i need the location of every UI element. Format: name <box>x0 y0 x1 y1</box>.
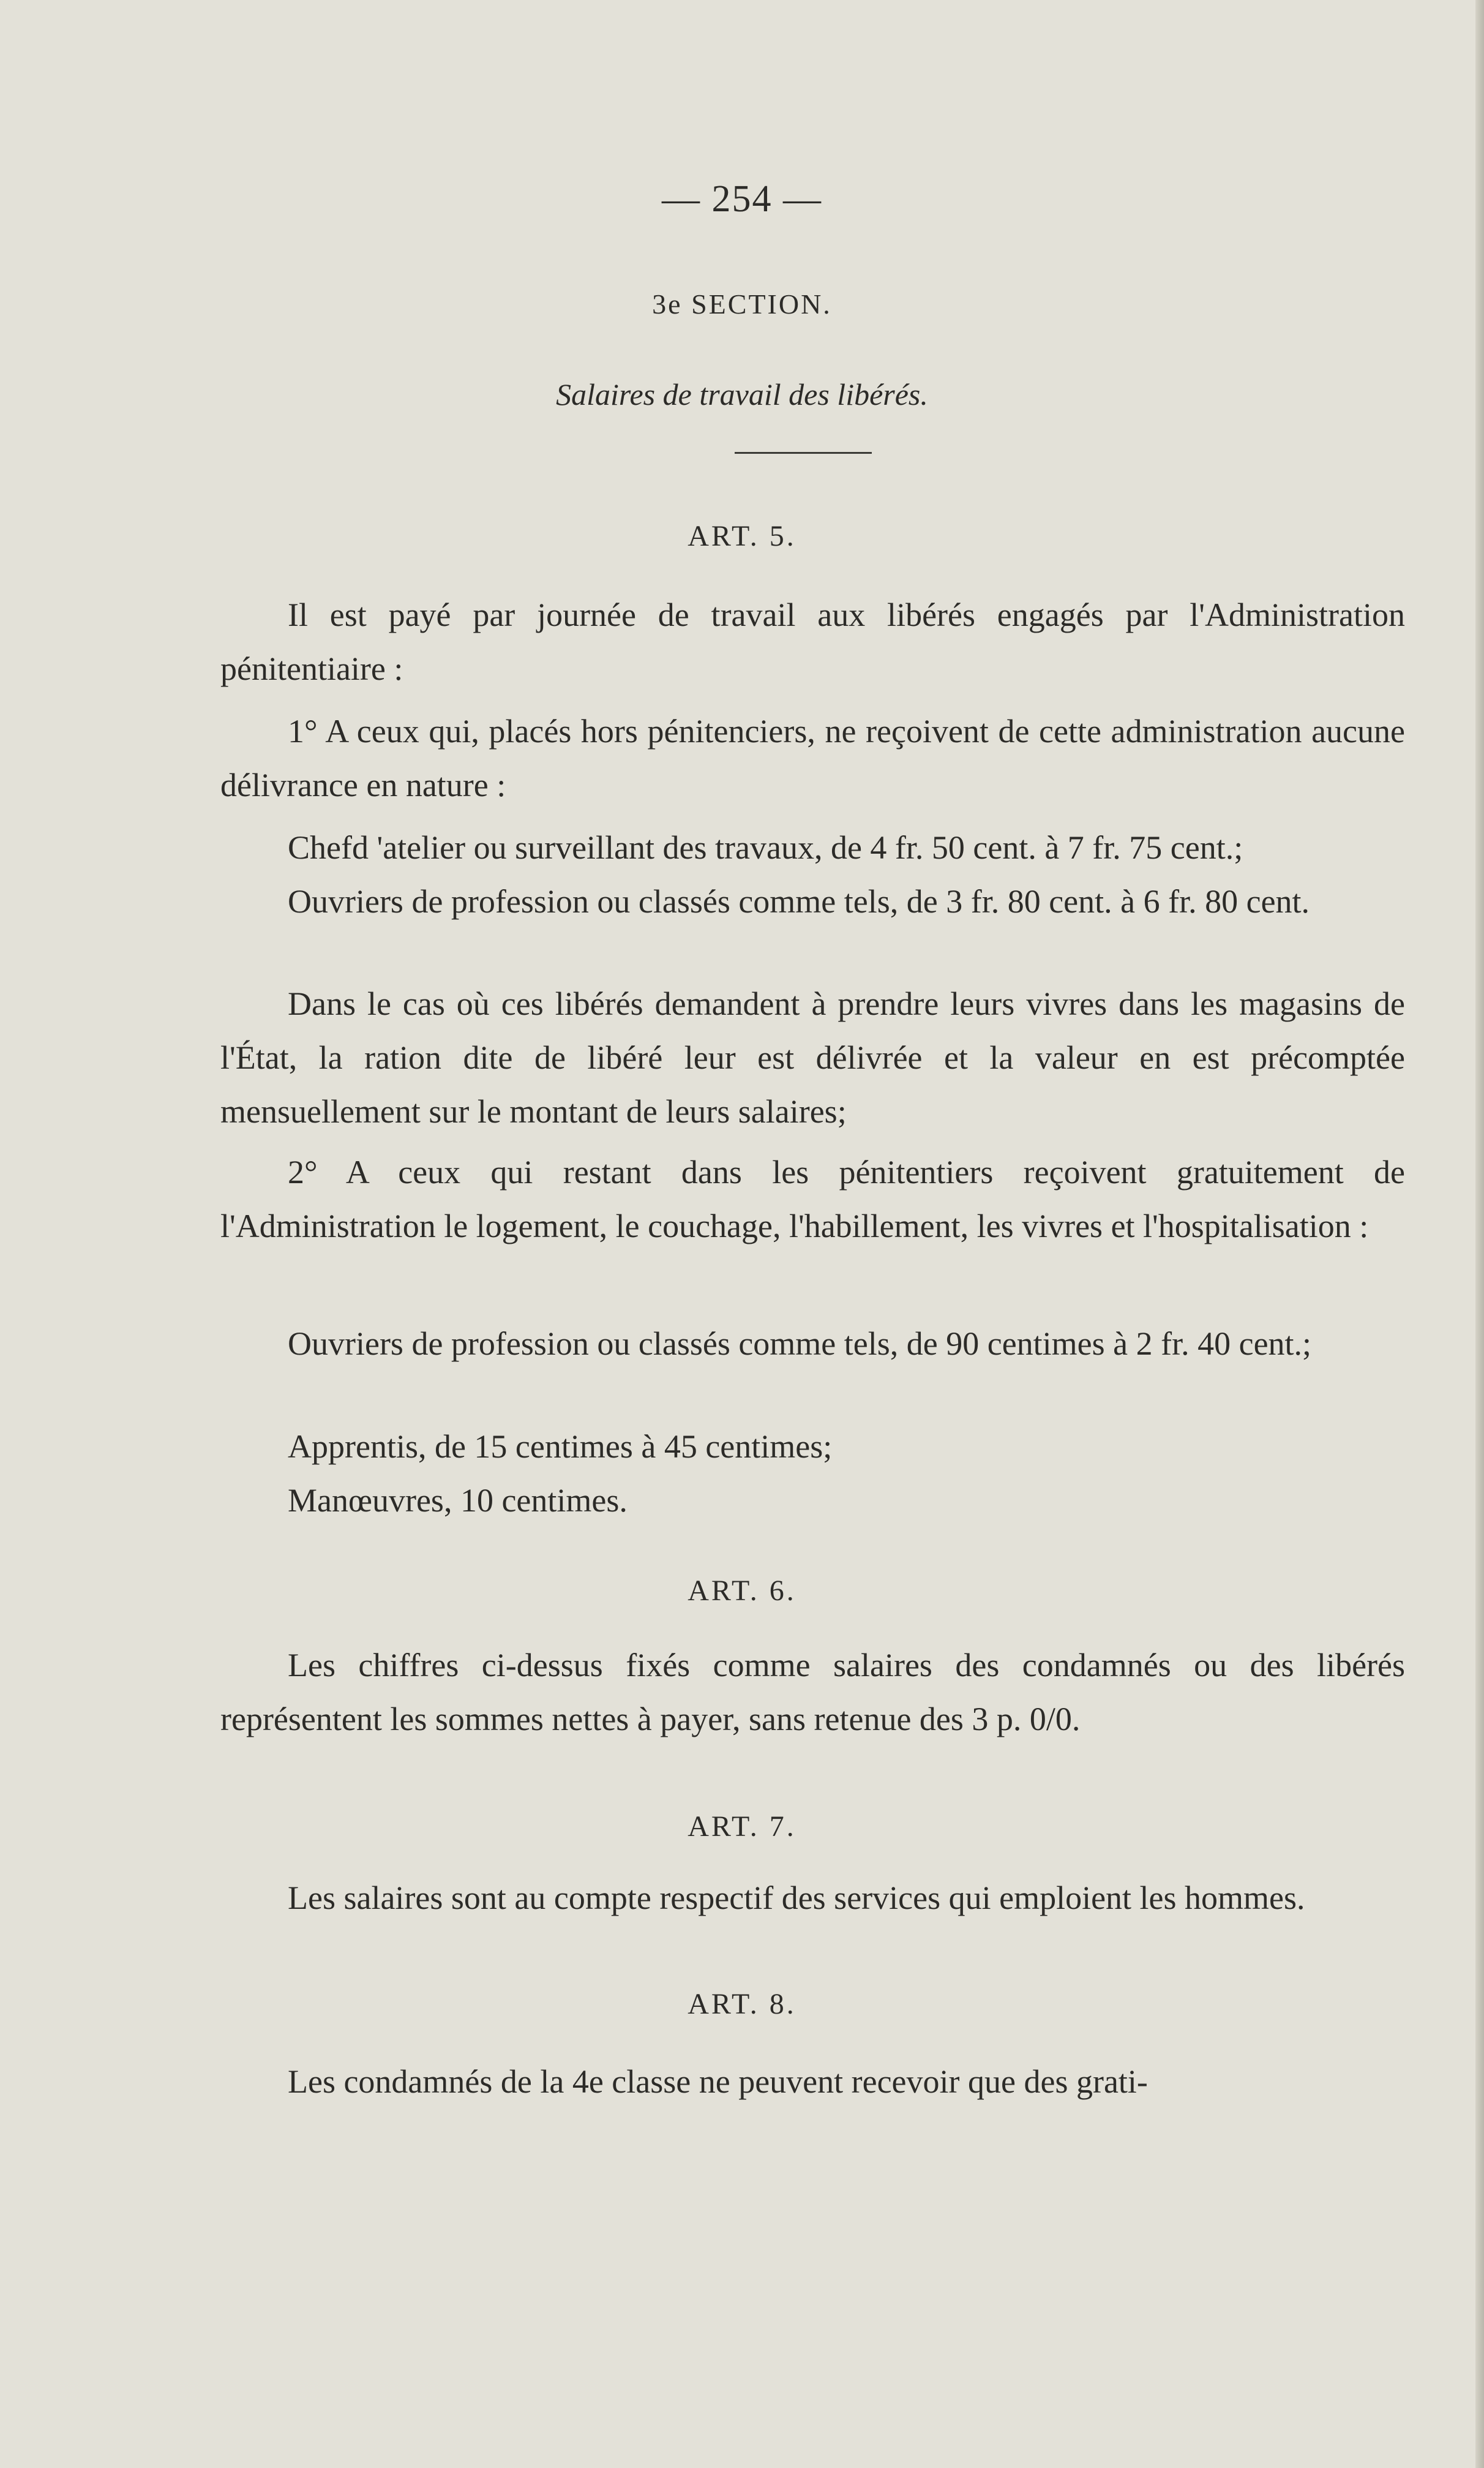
article-8-text: Les condamnés de la 4e classe ne peuvent recevoir que des grati- <box>288 2063 1148 2100</box>
section-title: 3e SECTION. <box>652 288 832 320</box>
page-number: — 254 — <box>662 178 822 220</box>
section-subtitle: Salaires de travail des libérés. <box>556 377 928 412</box>
article-5-intro: Il est payé par journée de travail aux libérés engagés par l'Administration pénitentiaire : <box>220 596 1405 687</box>
article-7-heading: ART. 7. <box>688 1810 796 1843</box>
page-edge <box>1475 0 1484 2468</box>
article-5-apprentis: Apprentis, de 15 centimes à 45 centimes; <box>288 1428 833 1465</box>
article-5-manoeuvres: Manœuvres, 10 centimes. <box>288 1482 628 1519</box>
article-5-ouvriers-2: Ouvriers de profession ou classés comme tels, de 90 centimes à 2 fr. 40 cent.; <box>288 1325 1312 1362</box>
section-rule <box>735 452 872 454</box>
article-6-heading: ART. 6. <box>688 1574 796 1607</box>
article-5-item-2: 2° A ceux qui restant dans les pénitentiers reçoivent gratuitement de l'Administration le logement, le couchage, l'habillement, les vivres et l'hospitalisation : <box>220 1154 1405 1244</box>
article-5-dans-le-cas: Dans le cas où ces libérés demandent à prendre leurs vivres dans les magasins de l'État, la ration dite de libéré leur est délivrée et la valeur en est précomptée mensuellement sur le montant de leurs salaires; <box>220 985 1405 1130</box>
article-7-text: Les salaires sont au compte respectif des services qui emploient les hommes. <box>288 1879 1305 1916</box>
article-5-item-1: 1° A ceux qui, placés hors pénitenciers, ne reçoivent de cette administration aucune délivrance en nature : <box>220 713 1405 803</box>
article-5-chef: Chefd 'atelier ou surveillant des travaux, de 4 fr. 50 cent. à 7 fr. 75 cent.; <box>288 829 1243 866</box>
article-5-heading: ART. 5. <box>688 520 796 552</box>
article-6-text: Les chiffres ci-dessus fixés comme salaires des condamnés ou des libérés représentent les sommes nettes à payer, sans retenue des 3 p. 0/0. <box>220 1647 1405 1737</box>
article-8-heading: ART. 8. <box>688 1988 796 2020</box>
article-5-ouvriers-1: Ouvriers de profession ou classés comme tels, de 3 fr. 80 cent. à 6 fr. 80 cent. <box>288 883 1310 920</box>
